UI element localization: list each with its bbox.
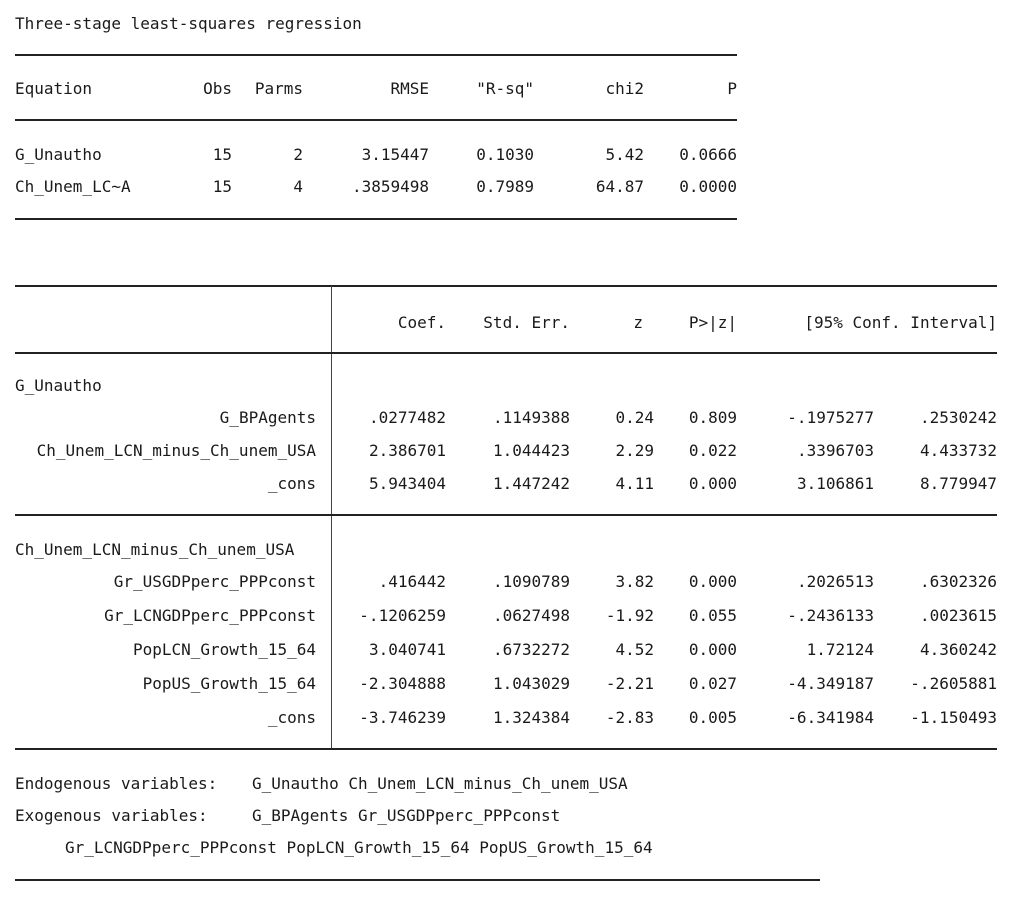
summary-cell: 3.15447 bbox=[361, 145, 429, 164]
coef-cell: 8.779947 bbox=[919, 474, 997, 493]
variable-label: _cons bbox=[267, 474, 316, 493]
footer-rule bbox=[15, 879, 820, 881]
summary-cell: 0.1030 bbox=[476, 145, 534, 164]
summary-cell: 5.42 bbox=[605, 145, 644, 164]
coef-cell: 1.324384 bbox=[492, 708, 570, 727]
coef-cell: -2.304888 bbox=[359, 674, 446, 693]
coef-top-rule bbox=[15, 285, 997, 287]
coef-cell: 0.000 bbox=[688, 572, 737, 591]
summary-header-rsq: "R-sq" bbox=[476, 79, 534, 98]
equation-name: Ch_Unem_LCN_minus_Ch_unem_USA bbox=[15, 540, 295, 559]
coef-cell: .416442 bbox=[378, 572, 446, 591]
coef-cell: 4.11 bbox=[615, 474, 654, 493]
summary-header-parms: Parms bbox=[254, 79, 303, 98]
summary-header-rule bbox=[15, 119, 737, 121]
summary-cell: Ch_Unem_LC~A bbox=[15, 177, 131, 196]
summary-cell: 15 bbox=[212, 145, 232, 164]
summary-cell: 64.87 bbox=[595, 177, 644, 196]
summary-bottom-rule bbox=[15, 218, 737, 220]
coef-cell: -6.341984 bbox=[787, 708, 874, 727]
coef-cell: -4.349187 bbox=[787, 674, 874, 693]
coef-header-ci: [95% Conf. Interval] bbox=[804, 313, 997, 332]
coef-cell: -.2436133 bbox=[787, 606, 874, 625]
summary-cell: .3859498 bbox=[351, 177, 429, 196]
coef-cell: .0277482 bbox=[368, 408, 446, 427]
coef-cell: 1.72124 bbox=[806, 640, 874, 659]
coef-cell: 0.000 bbox=[688, 474, 737, 493]
coef-cell: -2.21 bbox=[605, 674, 654, 693]
coef-cell: 0.809 bbox=[688, 408, 737, 427]
equation-separator-rule bbox=[15, 514, 997, 516]
summary-header-rmse: RMSE bbox=[390, 79, 429, 98]
coef-cell: .1149388 bbox=[492, 408, 570, 427]
coef-cell: .6302326 bbox=[919, 572, 997, 591]
coef-cell: 4.360242 bbox=[919, 640, 997, 659]
endogenous-label: Endogenous variables: bbox=[15, 774, 218, 793]
coef-cell: 0.005 bbox=[688, 708, 737, 727]
summary-header-chi2: chi2 bbox=[605, 79, 644, 98]
summary-cell: 2 bbox=[293, 145, 303, 164]
coef-cell: 4.52 bbox=[615, 640, 654, 659]
summary-top-rule bbox=[15, 54, 737, 56]
coef-cell: 0.000 bbox=[688, 640, 737, 659]
coef-cell: .2530242 bbox=[919, 408, 997, 427]
coef-header-pz: P>|z| bbox=[688, 313, 737, 332]
coef-cell: -.1206259 bbox=[359, 606, 446, 625]
summary-cell: 0.0000 bbox=[679, 177, 737, 196]
coef-cell: 2.386701 bbox=[368, 441, 446, 460]
coef-cell: -.1975277 bbox=[787, 408, 874, 427]
summary-cell: 0.0666 bbox=[679, 145, 737, 164]
summary-cell: 15 bbox=[212, 177, 232, 196]
coef-cell: 4.433732 bbox=[919, 441, 997, 460]
coef-cell: 3.040741 bbox=[368, 640, 446, 659]
exogenous-label: Exogenous variables: bbox=[15, 806, 208, 825]
coef-header-rule bbox=[15, 352, 997, 354]
variable-label: PopUS_Growth_15_64 bbox=[142, 674, 316, 693]
coef-cell: .1090789 bbox=[492, 572, 570, 591]
coef-cell: 1.043029 bbox=[492, 674, 570, 693]
coef-cell: .0627498 bbox=[492, 606, 570, 625]
variable-label: Gr_LCNGDPperc_PPPconst bbox=[104, 606, 316, 625]
coef-column-divider bbox=[331, 286, 332, 749]
summary-header-p: P bbox=[727, 79, 737, 98]
exogenous-variables-continued: Gr_LCNGDPperc_PPPconst PopLCN_Growth_15_64 PopUS_Growth_15_64 bbox=[65, 838, 653, 857]
coef-cell: -2.83 bbox=[605, 708, 654, 727]
coef-header-stderr: Std. Err. bbox=[483, 313, 570, 332]
coef-bottom-rule bbox=[15, 748, 997, 750]
page-title: Three-stage least-squares regression bbox=[15, 14, 362, 33]
coef-cell: -.2605881 bbox=[910, 674, 997, 693]
coef-cell: 0.055 bbox=[688, 606, 737, 625]
summary-header-equation: Equation bbox=[15, 79, 93, 98]
coef-cell: -1.92 bbox=[605, 606, 654, 625]
coef-cell: 0.24 bbox=[615, 408, 654, 427]
variable-label: Ch_Unem_LCN_minus_Ch_unem_USA bbox=[36, 441, 316, 460]
variable-label: PopLCN_Growth_15_64 bbox=[132, 640, 316, 659]
endogenous-variables: G_Unautho Ch_Unem_LCN_minus_Ch_unem_USA bbox=[252, 774, 628, 793]
summary-cell: 0.7989 bbox=[476, 177, 534, 196]
coef-cell: 2.29 bbox=[615, 441, 654, 460]
exogenous-variables: G_BPAgents Gr_USGDPperc_PPPconst bbox=[252, 806, 561, 825]
coef-cell: .3396703 bbox=[796, 441, 874, 460]
coef-cell: .6732272 bbox=[492, 640, 570, 659]
variable-label: G_BPAgents bbox=[219, 408, 316, 427]
summary-header-obs: Obs bbox=[203, 79, 232, 98]
coef-header-coef: Coef. bbox=[397, 313, 446, 332]
coef-cell: .2026513 bbox=[796, 572, 874, 591]
coef-cell: 3.106861 bbox=[796, 474, 874, 493]
coef-cell: 1.447242 bbox=[492, 474, 570, 493]
coef-cell: 0.022 bbox=[688, 441, 737, 460]
coef-cell: 3.82 bbox=[615, 572, 654, 591]
coef-cell: -1.150493 bbox=[910, 708, 997, 727]
equation-name: G_Unautho bbox=[15, 376, 102, 395]
coef-cell: .0023615 bbox=[919, 606, 997, 625]
summary-cell: 4 bbox=[293, 177, 303, 196]
coef-header-z: z bbox=[633, 313, 643, 332]
variable-label: Gr_USGDPperc_PPPconst bbox=[113, 572, 316, 591]
coef-cell: 0.027 bbox=[688, 674, 737, 693]
coef-cell: 5.943404 bbox=[368, 474, 446, 493]
variable-label: _cons bbox=[267, 708, 316, 727]
coef-cell: -3.746239 bbox=[359, 708, 446, 727]
summary-cell: G_Unautho bbox=[15, 145, 102, 164]
coef-cell: 1.044423 bbox=[492, 441, 570, 460]
